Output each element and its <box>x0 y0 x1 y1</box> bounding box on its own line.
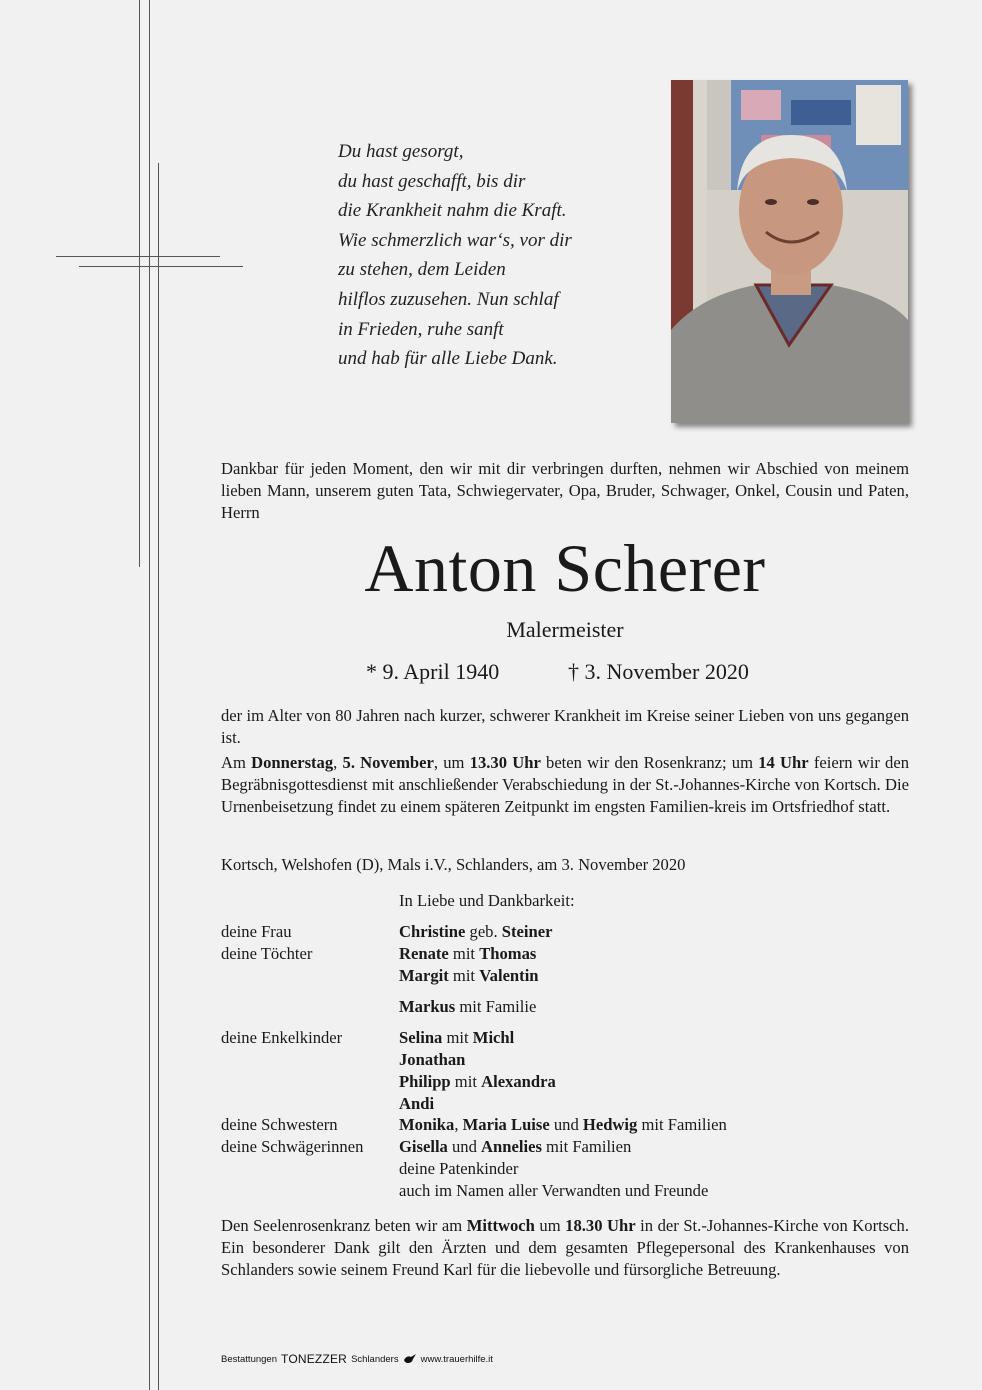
label-sisters-in-law: deine Schwägerinnen <box>221 1137 364 1156</box>
poem-line: die Krankheit nahm die Kraft. <box>338 200 567 222</box>
cross-horizontal-line-2 <box>79 266 243 267</box>
mourner-godchildren: deine Patenkinder <box>399 1159 519 1178</box>
closing-text: Den Seelenrosenkranz beten wir am Mittwoch um 18.30 Uhr in der St.-Johannes-Kirche von Kortsch. Ein besonderer Dank gilt den Ärzten und dem gesamten Pflegepersonal des Krankenhauses von Schlanders sowie seinem Freund Karl für die liebevolle und fürsorgliche Betreuung. <box>221 1216 909 1279</box>
poem-line: in Frieden, ruhe sanft <box>338 318 504 340</box>
mourner-daughter: Renate mit Thomas <box>399 944 537 963</box>
cross-horizontal-line-1 <box>56 256 220 257</box>
cross-vertical-line-3 <box>158 163 159 1390</box>
dove-icon <box>403 1353 417 1365</box>
poem-line: zu stehen, dem Leiden <box>338 259 506 281</box>
poem-line: Du hast gesorgt, <box>338 141 464 162</box>
mourner-grandchild: Jonathan <box>399 1050 466 1069</box>
mourners-header: In Liebe und Dankbarkeit: <box>399 891 575 910</box>
mourner-relatives: auch im Namen aller Verwandten und Freunde <box>399 1181 709 1200</box>
cross-vertical-line-2 <box>149 0 150 1390</box>
footer-prefix: Bestattungen <box>221 1353 277 1365</box>
service-time: 14 Uhr <box>758 753 809 772</box>
label-sisters: deine Schwestern <box>221 1115 338 1134</box>
death-date: † 3. November 2020 <box>568 659 749 684</box>
poem <box>338 137 572 374</box>
mourner-wife: Christine geb. Steiner <box>399 922 553 941</box>
mourner-grandchild: Philipp mit Alexandra <box>399 1072 556 1091</box>
label-daughters: deine Töchter <box>221 944 313 963</box>
funeral-details: Am Donnerstag, 5. November, um 13.30 Uhr beten wir den Rosenkranz; um 14 Uhr feiern wir den Begräbnisgottesdienst mit anschließender Verabschiedung in der St.-Johannes-Kirche von Kortsch. Die Urnenbeisetzung findet zu einem späteren Zeitpunkt im engsten Familien-kreis im Ortsfriedhof statt. <box>221 753 910 816</box>
label-wife: deine Frau <box>221 922 292 941</box>
mourner-sisters: Monika, Maria Luise und Hedwig mit Familien <box>399 1115 727 1134</box>
poem-line: und hab für alle Liebe Dank. <box>338 348 558 370</box>
profession: Malermeister <box>506 617 624 642</box>
portrait-photo <box>671 80 908 423</box>
footer <box>221 1352 493 1366</box>
funeral-day: Donnerstag <box>251 753 334 772</box>
portrait-illustration <box>671 80 908 423</box>
rosary-time: 13.30 Uhr <box>469 753 541 772</box>
poem-line: Wie schmerzlich war‘s, vor dir <box>338 229 572 251</box>
place-date: Kortsch, Welshofen (D), Mals i.V., Schlanders, am 3. November 2020 <box>221 855 686 874</box>
rosary-evening-time: 18.30 Uhr <box>565 1216 636 1235</box>
mourner-daughter: Margit mit Valentin <box>399 966 539 985</box>
mourner-grandchild: Selina mit Michl <box>399 1028 515 1047</box>
mourner-sisters-in-law: Gisella und Annelies mit Familien <box>399 1137 632 1156</box>
deceased-name: Anton Scherer <box>364 530 766 606</box>
intro-text: Dankbar für jeden Moment, den wir mit dir verbringen durften, nehmen wir Abschied von meinem lieben Mann, unserem guten Tata, Schwiegervater, Opa, Bruder, Schwager, Onkel, Cousin und Paten, Herrn <box>221 459 909 522</box>
cross-vertical-line-1 <box>139 0 140 567</box>
age-text: der im Alter von 80 Jahren nach kurzer, schwerer Krankheit im Kreise seiner Lieben von uns gegangen ist. <box>221 706 909 747</box>
poem-line: hilflos zuzusehen. Nun schlaf <box>338 288 559 310</box>
funeral-date: 5. November <box>342 753 434 772</box>
footer-url: www.trauerhilfe.it <box>420 1353 493 1365</box>
rosary-day: Mittwoch <box>466 1216 535 1235</box>
footer-brand: TONEZZER <box>281 1352 348 1366</box>
birth-date: * 9. April 1940 <box>366 659 500 684</box>
poem-line: du hast geschafft, bis dir <box>338 170 526 192</box>
mourner-son: Markus mit Familie <box>399 997 537 1016</box>
footer-town: Schlanders <box>351 1353 399 1365</box>
mourner-grandchild: Andi <box>399 1094 435 1113</box>
label-grandchildren: deine Enkelkinder <box>221 1028 343 1047</box>
